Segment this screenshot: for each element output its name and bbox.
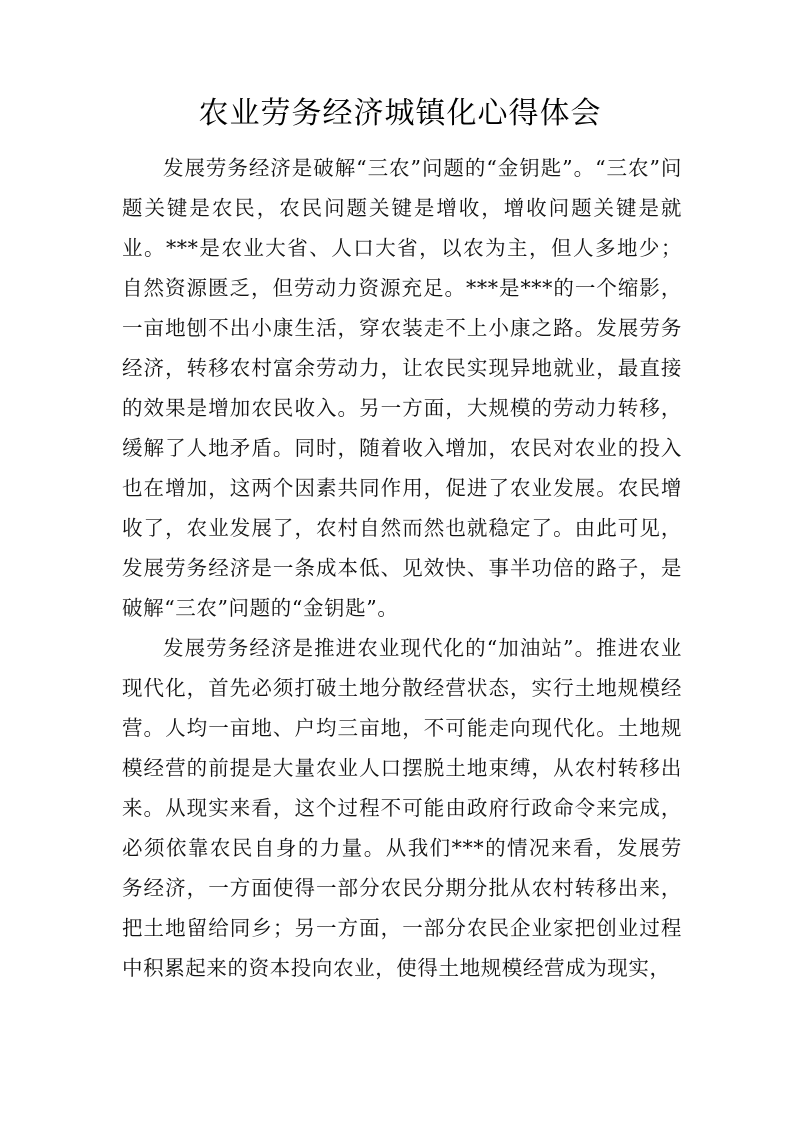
paragraph-1: 发展劳务经济是破解“三农”问题的“金钥匙”。“三农”问题关键是农民，农民问题关键是增收，增收问题关键是就业。***是农业大省、人口大省，以农为主，但人多地少；自然资源匮乏，但劳动力资源充足。***是***的一个缩影，一亩地刨不出小康生活，穿农装走不上小康之路。发展劳务经济，转移农村富余劳动力，让农民实现异地就业，最直接的效果是增加农民收入。另一方面，大规模的劳动力转移，缓解了人地矛盾。同时，随着收入增加，农民对农业的投入也在增加，这两个因素共同作用，促进了农业发展。农民增收了，农业发展了，农村自然而然也就稳定了。由此可见，发展劳务经济是一条成本低、见效快、事半功倍的路子，是破解“三农”问题的“金钥匙”。 — [122, 156, 682, 620]
paragraph-2: 发展劳务经济是推进农业现代化的“加油站”。推进农业现代化，首先必须打破土地分散经营状态，实行土地规模经营。人均一亩地、户均三亩地，不可能走向现代化。土地规模经营的前提是大量农业人口摆脱土地束缚，从农村转移出来。从现实来看，这个过程不可能由政府行政命令来完成，必须依靠农民自身的力量。从我们***的情况来看，发展劳务经济，一方面使得一部分农民分期分批从农村转移出来，把土地留给同乡；另一方面，一部分农民企业家把创业过程中积累起来的资本投向农业，使得土地规模经营成为现实， — [122, 636, 682, 980]
document-body — [122, 148, 682, 988]
document-title: 农业劳务经济城镇化心得体会 — [198, 96, 602, 131]
